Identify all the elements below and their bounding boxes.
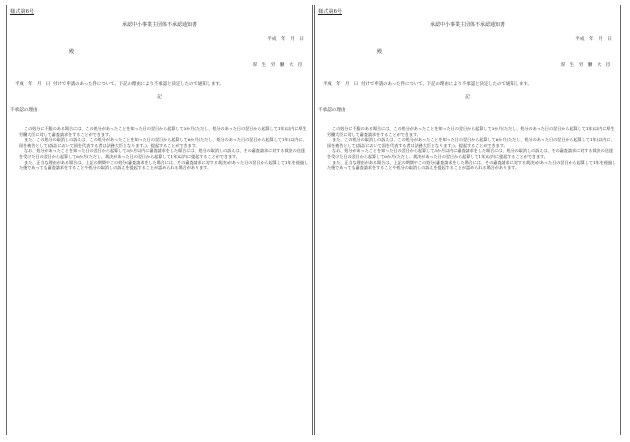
issue-date: 平成 年 月 日 (575, 37, 612, 42)
intro-paragraph (323, 81, 613, 87)
document-title: 承認中小事業主団体不承認通知書 (429, 22, 505, 28)
note-paragraph: この処分に不服のある場合には、この処分があったことを知った日の翌日から起算して3か月(ただし、処分のあった日の翌日から起算して1年)以内に厚生労働大臣に対して審査請求をすることができます。 (327, 126, 615, 137)
reason-label: 不承認の理由 (10, 108, 38, 113)
note-paragraph: この処分に不服のある場合には、この処分があったことを知った日の翌日から起算して3か月(ただし、処分のあった日の翌日から起算して1年)以内に厚生労働大臣に対して審査請求をすることができます。 (19, 126, 307, 137)
form-number: 様式第6号 (318, 9, 343, 15)
note-paragraph: なお、処分があったことを知った日の翌日から起算して3か月以内に審査請求をした場合には、処分の取消しの訴えは、その審査請求に対する裁決の送達を受けた日の翌日から起算して6か月(ただし、裁決があった日の翌日から起算して1年)以内に提起することができます。 (327, 148, 613, 159)
note-paragraph: なお、処分があったことを知った日の翌日から起算して3か月以内に審査請求をした場合には、処分の取消しの訴えは、その審査請求に対する裁決の送達を受けた日の翌日から起算して6か月(ただし、裁決があった日の翌日から起算して1年)以内に提起することができます。 (19, 148, 305, 159)
intro-paragraph (15, 81, 305, 87)
note-paragraph: また、この処分の取消しの訴えは、この処分があったことを知った日の翌日から起算して6か月(ただし、処分のあった日の翌日から起算して1年)以内に、国を被告として(訴訟において国を代表する者は法務大臣となります。)、提起することができます。 (19, 137, 307, 148)
appeal-notes (327, 126, 617, 171)
ki-heading: 記 (465, 95, 470, 100)
intro-text: 付けで申請のあった件について、下記の理由により不承認と決定したので通知します。 (53, 82, 224, 87)
issuer: 厚 生 労 働 大 臣 (560, 63, 612, 68)
addressee: 殿 (69, 49, 75, 55)
intro-date: 平成 年 月 日 (15, 82, 51, 87)
intro-date: 平成 年 月 日 (323, 82, 359, 87)
document-title: 承認中小事業主団体不承認通知書 (121, 22, 197, 28)
intro-text: 付けで申請のあった件について、下記の理由により不承認と決定したので通知します。 (361, 82, 532, 87)
ki-heading: 記 (157, 95, 162, 100)
note-paragraph: また、この処分の取消しの訴えは、この処分があったことを知った日の翌日から起算して6か月(ただし、処分のあった日の翌日から起算して1年)以内に、国を被告として(訴訟において国を代表する者は法務大臣となります。)、提起することができます。 (327, 137, 615, 148)
addressee: 殿 (377, 49, 383, 55)
form-number: 様式第6号 (10, 9, 35, 15)
reason-label: 不承認の理由 (318, 108, 346, 113)
note-paragraph: また、正当な理由がある場合は、上記の期間やこの処分(審査請求をした場合には、その審査請求に対する裁決)があった日の翌日から起算して1年を経過した後であっても審査請求をすることや処分の取消しの訴えを提起することが認められる場合があります。 (19, 159, 309, 171)
notice-page-left (6, 5, 313, 435)
appeal-notes (19, 126, 309, 171)
issuer: 厚 生 労 働 大 臣 (252, 63, 304, 68)
note-paragraph: また、正当な理由がある場合は、上記の期間やこの処分(審査請求をした場合には、その審査請求に対する裁決)があった日の翌日から起算して1年を経過した後であっても審査請求をすることや処分の取消しの訴えを提起することが認められる場合があります。 (327, 159, 617, 171)
issue-date: 平成 年 月 日 (267, 37, 304, 42)
notice-page-right (314, 5, 621, 435)
